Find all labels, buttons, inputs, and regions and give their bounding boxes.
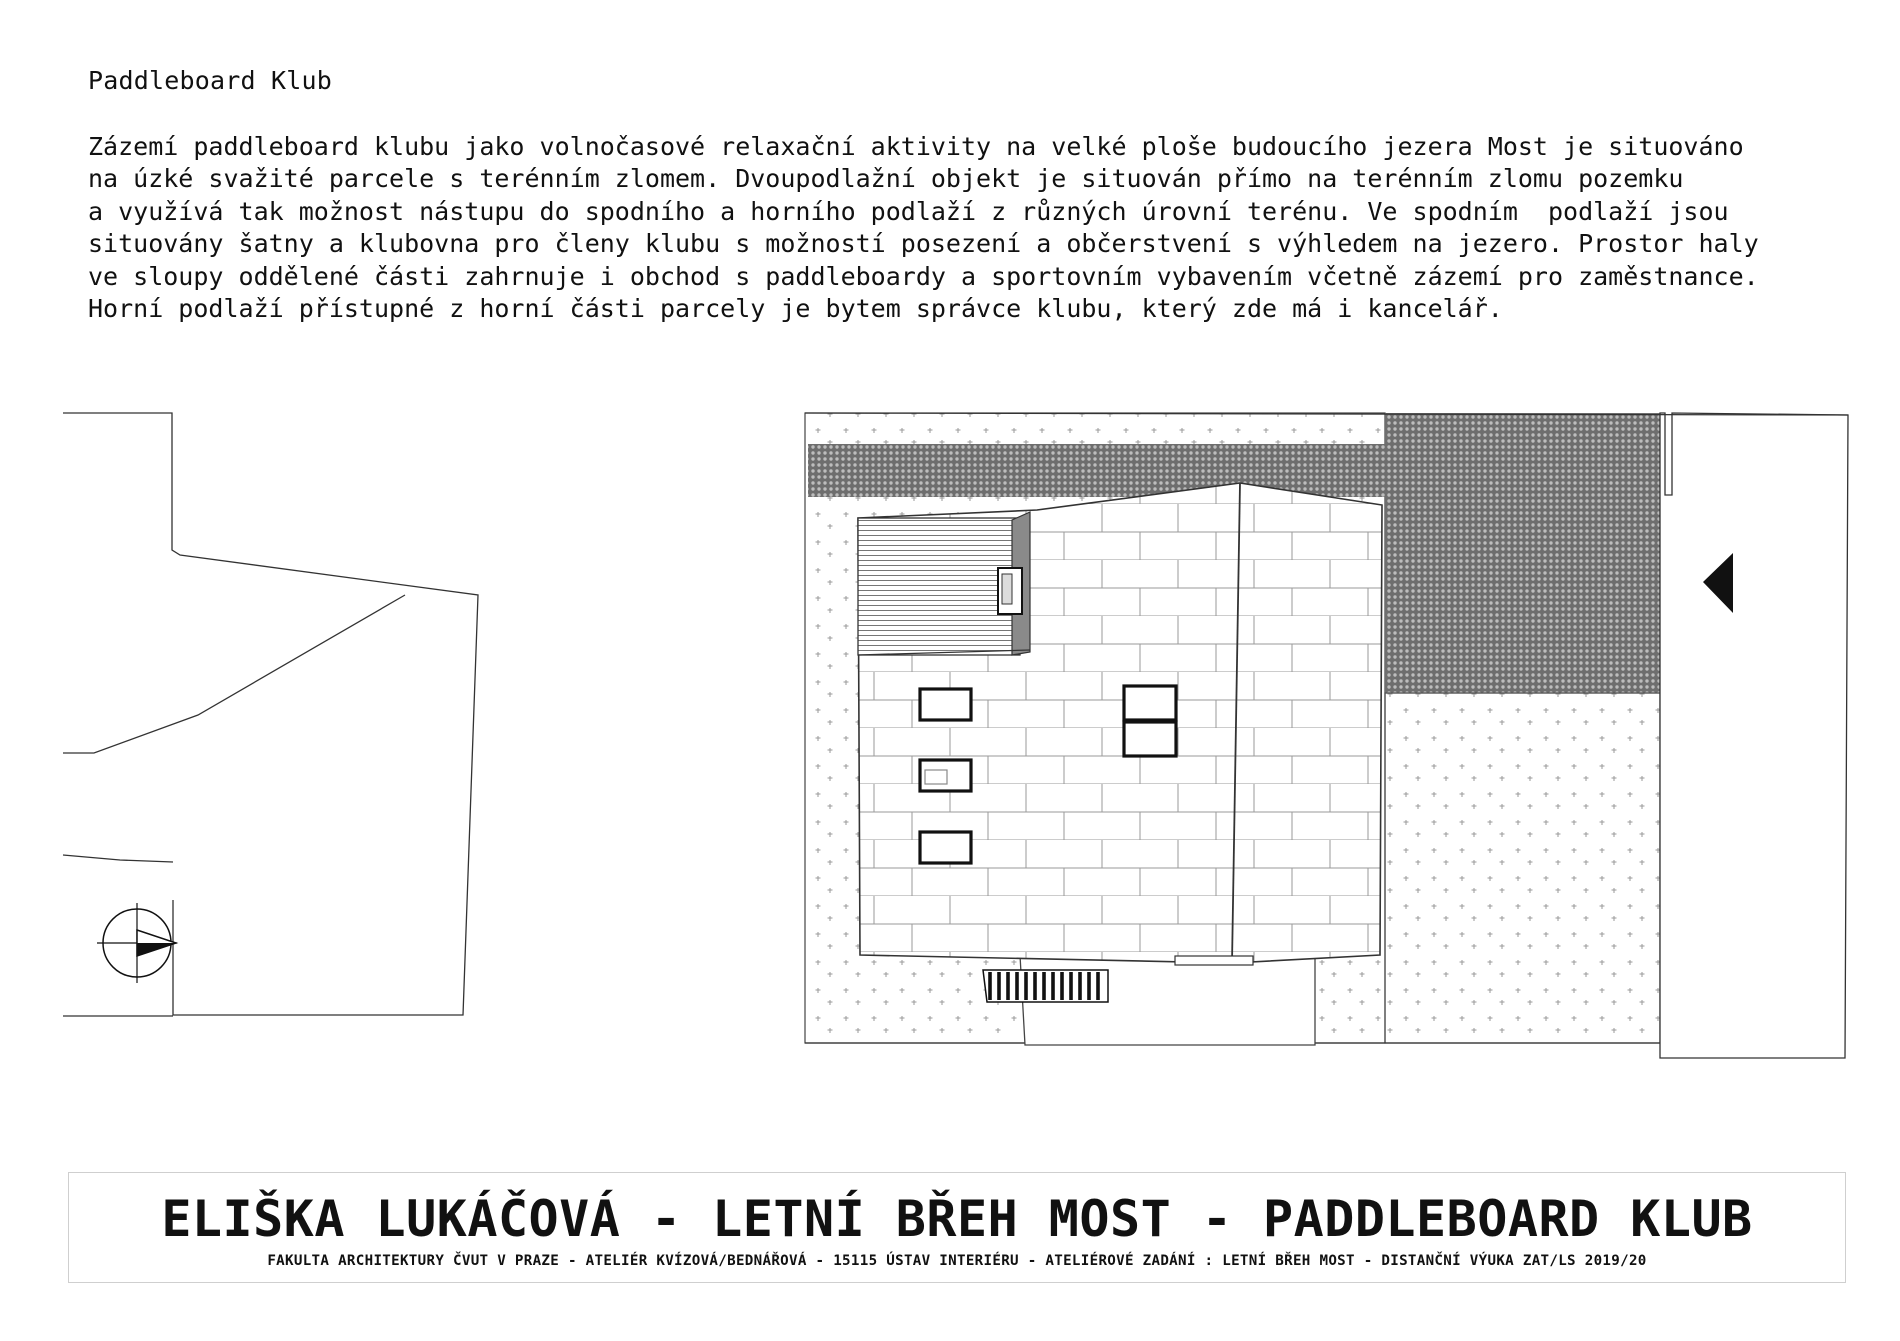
site-plan-drawing	[0, 395, 1900, 1075]
description-text	[88, 131, 1888, 325]
description-line: Zázemí paddleboard klubu jako volnočasové relaxační aktivity na velké ploše budoucího jezera Most je situováno	[88, 132, 1744, 161]
stairs	[983, 970, 1108, 1002]
description-line: a využívá tak možnost nástupu do spodního a horního podlaží z různých úrovní terénu. Ve spodním podlaží jsou	[88, 196, 1729, 226]
skylight	[920, 832, 971, 863]
terrace-decking	[858, 518, 1020, 655]
description-line: Horní podlaží přístupné z horní části parcely je bytem správce klubu, který zde má i kancelář.	[88, 294, 1503, 324]
north-arrow-icon	[97, 903, 177, 983]
right-plot-outline	[1660, 413, 1848, 1058]
document-heading: Paddleboard Klub	[88, 66, 333, 95]
threshold	[1175, 956, 1253, 965]
description-line: ve sloupy oddělené části zahrnuje i obchod s paddleboardy a sportovním vybavením včetně zázemí pro zaměstnance.	[88, 261, 1759, 291]
skylight	[920, 689, 971, 720]
sub-title: FAKULTA ARCHITEKTURY ČVUT V PRAZE - ATELIÉR KVÍZOVÁ/BEDNÁŘOVÁ - 15115 ÚSTAV INTERIÉRU - ATELIÉROVÉ ZADÁNÍ : LETNÍ BŘEH MOST - DISTANČNÍ VÝUKA ZAT/LS 2019/20	[267, 1253, 1647, 1269]
paved-area	[1385, 413, 1660, 693]
left-street-outline	[63, 413, 478, 1016]
skylight	[1124, 722, 1176, 756]
grass-area	[1385, 693, 1660, 1043]
description-line: situovány šatny a klubovna pro členy klubu s možností posezení a občerstvení s výhledem na jezero. Prostor haly	[88, 229, 1759, 259]
title-block	[68, 1172, 1846, 1283]
main-title: ELIŠKA LUKÁČOVÁ - LETNÍ BŘEH MOST - PADDLEBOARD KLUB	[161, 1190, 1753, 1248]
skylight	[1124, 686, 1176, 720]
description-line: na úzké svažité parcele s terénním zlomem. Dvoupodlažní objekt je situován přímo na terénním zlomu pozemku	[88, 164, 1684, 194]
